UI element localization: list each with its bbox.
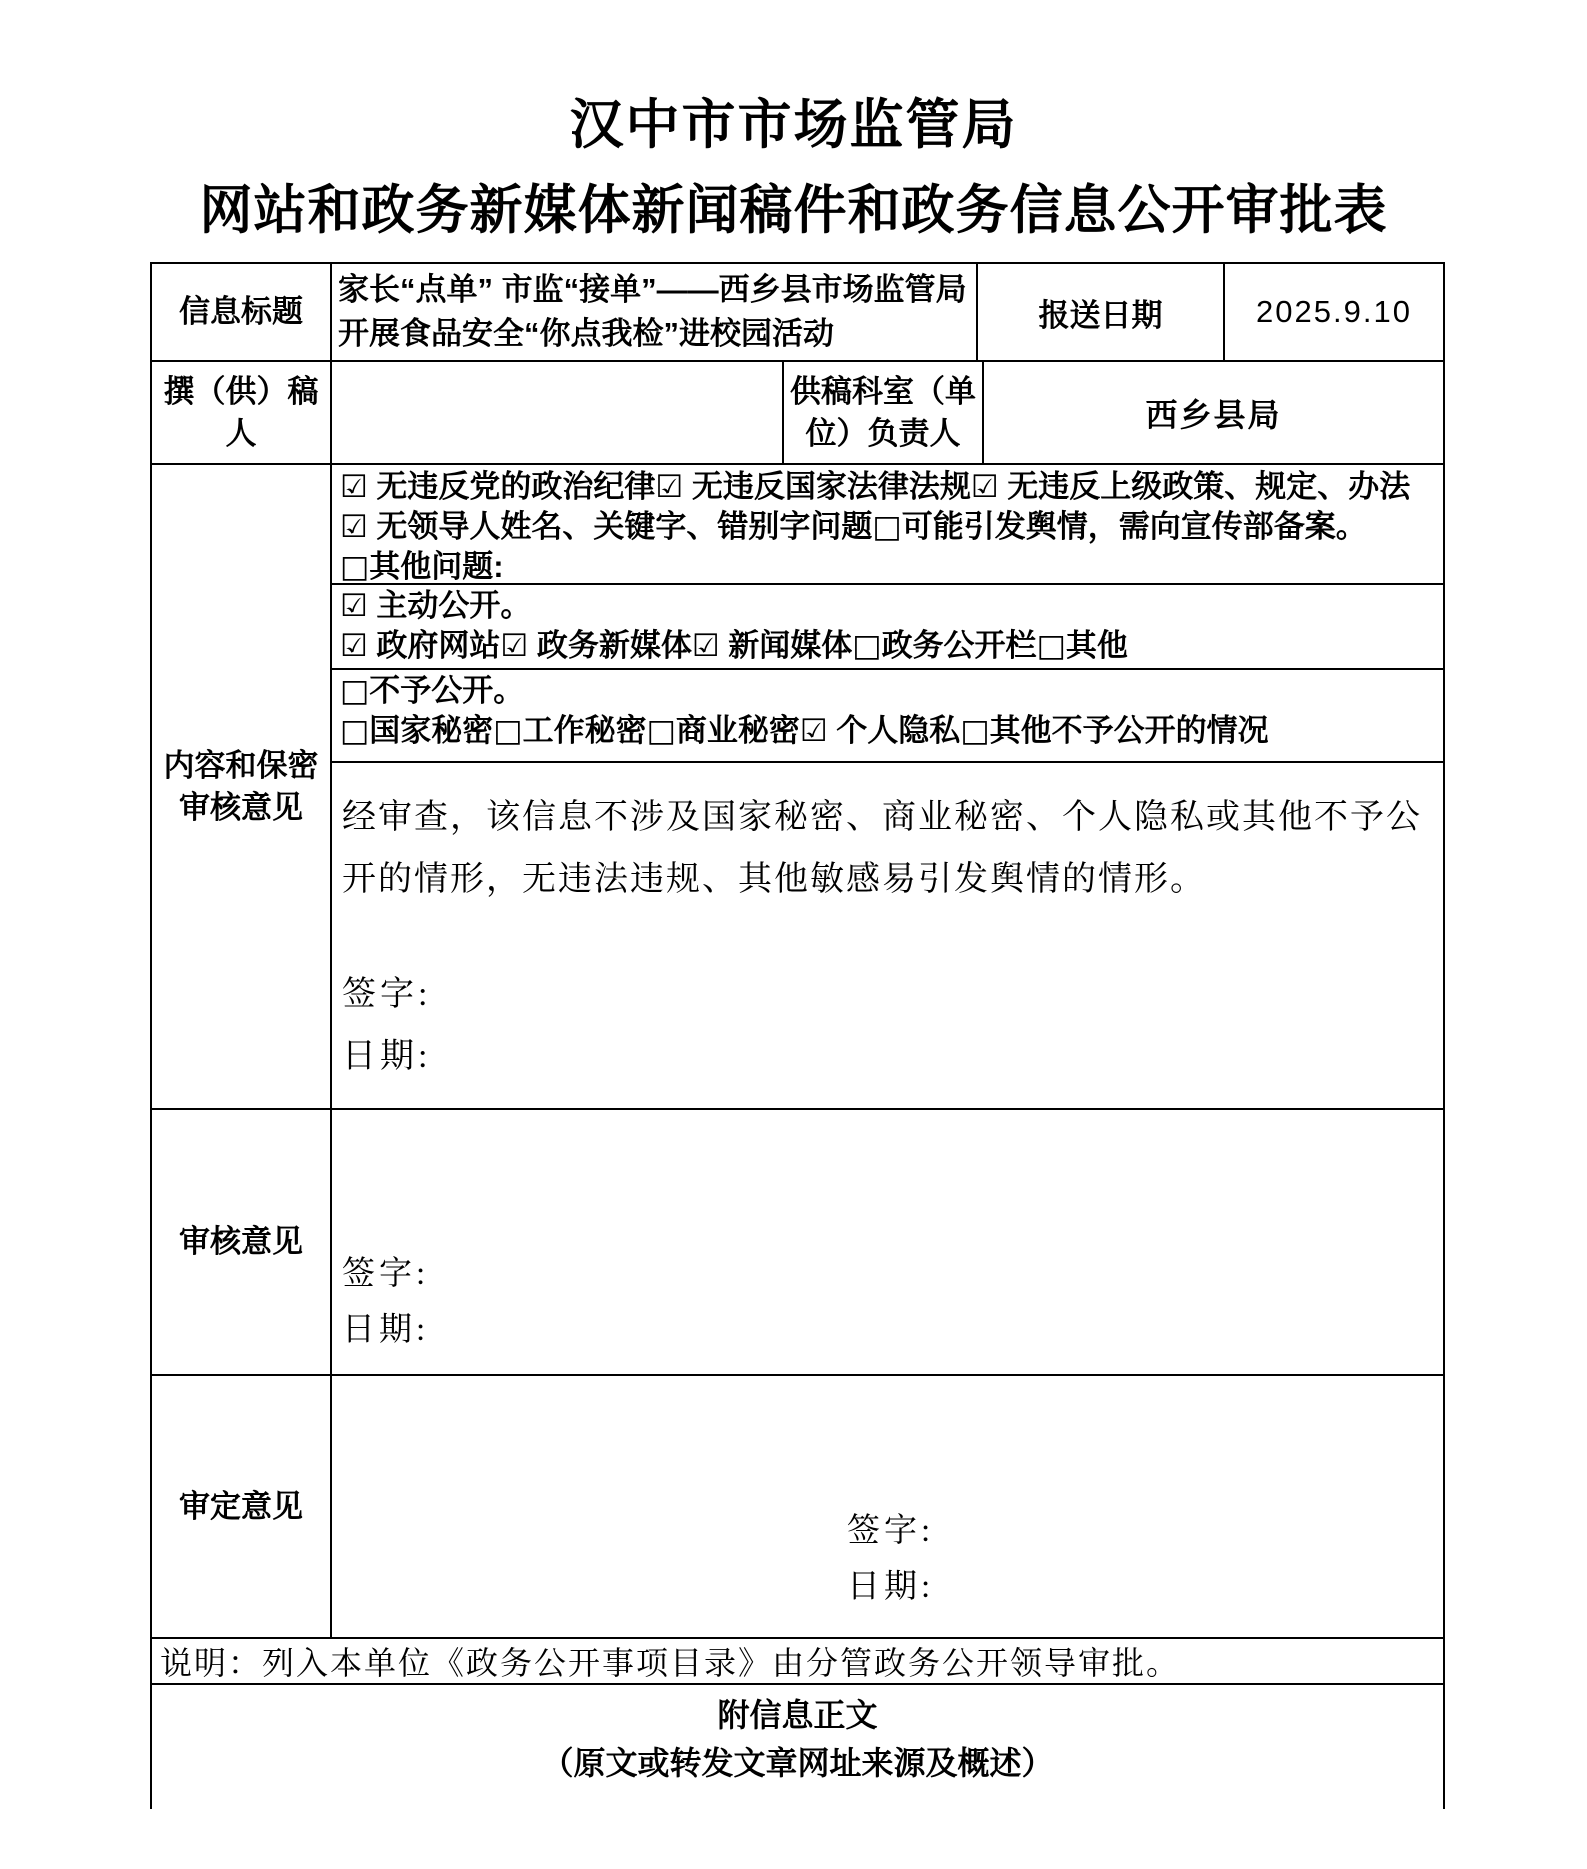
nopublish-main-line <box>340 671 1437 711</box>
checkbox-label: 其他不予公开的情况 <box>989 713 1269 748</box>
checkbox-label: 政务新媒体 <box>528 628 692 663</box>
nopublish-subrow <box>332 670 1443 763</box>
checkbox-label: 无违反党的政治纪律 <box>367 469 656 504</box>
conclusion-subrow <box>332 763 1443 1108</box>
approval-table <box>150 262 1445 1809</box>
checkbox-item <box>971 469 1410 504</box>
checkbox-item <box>960 713 1268 748</box>
checkbox-checked-icon: ☑ <box>970 469 999 505</box>
report-date-value: 2025.9.10 <box>1256 294 1412 329</box>
content-review-body <box>332 465 1443 1108</box>
approval-opinion-row <box>152 1376 1443 1639</box>
checkbox-checked-icon: ☑ <box>691 628 720 664</box>
content-review-label: 内容和保密审核意见 <box>152 465 332 1108</box>
attachment-line1: 附信息正文 <box>717 1697 878 1733</box>
checkbox-checked-icon: ☑ <box>340 628 368 664</box>
checkbox-unchecked-icon: □ <box>340 713 370 749</box>
checkbox-checked-icon: ☑ <box>340 509 368 545</box>
checkbox-unchecked-icon: □ <box>493 713 523 749</box>
signature-label: 签字: <box>847 1513 935 1549</box>
compliance-subrow <box>332 465 1443 585</box>
attachment-heading <box>152 1685 1443 1809</box>
attachment-line2: （原文或转发文章网址来源及概述） <box>541 1745 1054 1781</box>
author-label: 撰（供）稿人 <box>152 362 332 463</box>
checkbox-unchecked-icon: □ <box>340 549 370 585</box>
nopublish-reasons-line <box>340 711 1437 751</box>
signature-label: 签字: <box>342 976 432 1013</box>
checkbox-unchecked-icon: □ <box>1036 628 1066 664</box>
checkbox-label: 工作秘密 <box>522 713 647 748</box>
note-text: 说明：列入本单位《政务公开事项目录》由分管政务公开领导审批。 <box>160 1645 1181 1681</box>
checkbox-item <box>500 628 691 663</box>
checkbox-checked-icon: ☑ <box>500 628 529 664</box>
other-problems-line <box>340 547 1437 587</box>
checkbox-item <box>647 713 800 748</box>
note-row <box>152 1639 1443 1685</box>
dept-label: 供稿科室（单位）负责人 <box>784 362 984 463</box>
checkbox-checked-icon: ☑ <box>340 469 368 505</box>
checkbox-label: 商业秘密 <box>675 713 800 748</box>
checkbox-item <box>340 509 872 544</box>
checkbox-unchecked-icon: □ <box>960 713 990 749</box>
checkbox-label: 无违反国家法律法规 <box>683 469 971 504</box>
publish-subrow <box>332 585 1443 670</box>
info-title-value: 家长“点单” 市监“接单”——西乡县市场监管局开展食品安全“你点我检”进校园活动 <box>332 264 978 360</box>
checkbox-checked-icon: ☑ <box>655 469 684 505</box>
checkbox-label: 主动公开。 <box>367 588 532 623</box>
checkbox-item <box>340 713 493 748</box>
publish-channels-line <box>340 626 1437 666</box>
checkbox-unchecked-icon: □ <box>646 713 676 749</box>
approval-opinion-body <box>332 1376 1443 1637</box>
checkbox-item <box>655 469 970 504</box>
checkbox-unchecked-icon: □ <box>872 509 902 545</box>
checkbox-label: 新闻媒体 <box>719 628 853 663</box>
checkbox-item <box>800 713 960 748</box>
checkbox-label: 其他问题: <box>369 549 504 584</box>
checkbox-label: 政务公开栏 <box>881 628 1037 663</box>
author-value-blank <box>332 362 784 463</box>
info-title-label: 信息标题 <box>152 264 332 360</box>
checkbox-checked-icon: ☑ <box>340 588 368 624</box>
signature-label: 签字: <box>342 1256 430 1292</box>
checkbox-item <box>493 713 646 748</box>
info-title-row <box>152 264 1443 362</box>
checkbox-label: 个人隐私 <box>827 713 961 748</box>
checkbox-label: 无领导人姓名、关键字、错别字问题 <box>367 509 873 544</box>
checkbox-label: 无违反上级政策、规定、办法 <box>998 469 1411 504</box>
date-label: 日期: <box>847 1569 935 1605</box>
approval-opinion-label: 审定意见 <box>152 1376 332 1637</box>
content-review-row <box>152 465 1443 1110</box>
checkbox-checked-icon: ☑ <box>799 713 828 749</box>
dept-value: 西乡县局 <box>1145 396 1282 433</box>
checkbox-item <box>340 469 655 504</box>
checkbox-item <box>872 509 1366 544</box>
org-title: 汉中市市场监管局 <box>569 95 1018 155</box>
checkbox-item <box>340 673 524 708</box>
conclusion-text: 经审查，该信息不涉及国家秘密、商业秘密、个人隐私或其他不予公开的情形，无违法违规、其他敏感易引发舆情的情形。 <box>342 799 1422 898</box>
compliance-items <box>340 467 1437 547</box>
checkbox-unchecked-icon: □ <box>852 628 882 664</box>
checkbox-item <box>340 628 500 663</box>
checkbox-label: 可能引发舆情，需向宣传部备案。 <box>901 509 1367 544</box>
form-title: 网站和政务新媒体新闻稿件和政务信息公开审批表 <box>199 181 1388 240</box>
review-opinion-label: 审核意见 <box>152 1110 332 1374</box>
checkbox-label: 不予公开。 <box>369 673 525 708</box>
checkbox-item <box>340 588 531 623</box>
review-opinion-body <box>332 1110 1443 1374</box>
checkbox-item <box>692 628 852 663</box>
publish-main-line <box>340 586 1437 626</box>
checkbox-label: 其他 <box>1065 628 1128 663</box>
checkbox-item <box>1037 628 1128 663</box>
checkbox-item <box>340 549 504 584</box>
checkbox-item <box>852 628 1036 663</box>
author-row <box>152 362 1443 465</box>
checkbox-unchecked-icon: □ <box>340 673 370 709</box>
report-date-label: 报送日期 <box>978 264 1225 360</box>
attachment-row <box>152 1685 1443 1809</box>
date-label: 日期: <box>342 1312 430 1348</box>
checkbox-label: 政府网站 <box>367 628 501 663</box>
date-label: 日期: <box>342 1038 432 1075</box>
checkbox-label: 国家秘密 <box>369 713 494 748</box>
review-opinion-row <box>152 1110 1443 1376</box>
